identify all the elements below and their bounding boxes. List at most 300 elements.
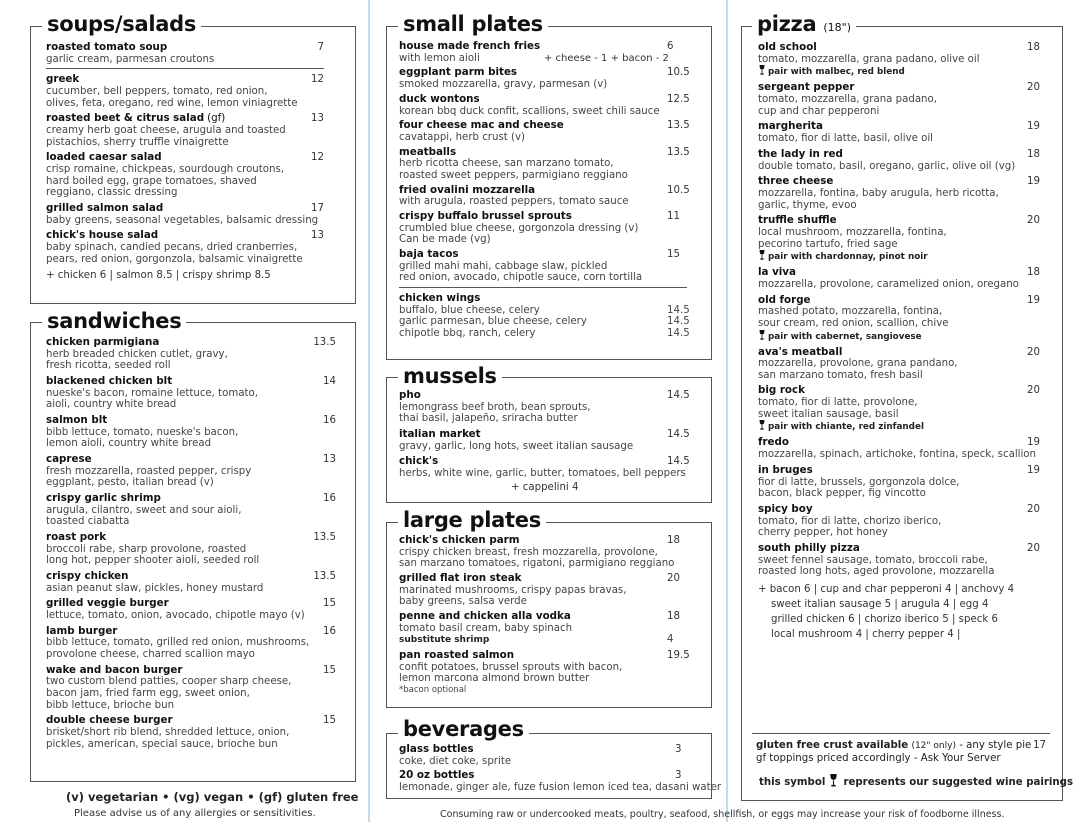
item-price: 16 <box>323 492 336 504</box>
item-description: grilled mahi mahi, cabbage slaw, pickled <box>399 260 608 272</box>
item-description: baby greens, seasonal vegetables, balsamic dressing <box>46 214 319 226</box>
menu-item <box>399 648 690 697</box>
column-divider <box>726 0 728 822</box>
menu-item <box>758 543 1040 578</box>
menu-item <box>758 121 1040 144</box>
menu-item <box>758 347 1040 382</box>
gf-price: 17 <box>1033 740 1046 751</box>
item-description: baby greens, salsa verde <box>399 596 527 608</box>
section-title: mussels <box>398 365 502 387</box>
item-description: bacon jam, fried farm egg, sweet onion, <box>46 688 250 700</box>
item-description: lemon marcona almond brown butter <box>399 673 590 685</box>
item-price: 16 <box>323 625 336 637</box>
item-description: gravy, garlic, long hots, sweet italian sausage <box>399 440 634 452</box>
section-title: large plates <box>398 509 546 531</box>
menu-item <box>758 82 1040 117</box>
pizza-toppings-line: + bacon 6 | cup and char pepperoni 4 | anchovy 4 <box>758 583 1015 595</box>
item-name <box>399 456 687 468</box>
wine-glass-icon <box>758 65 766 75</box>
item-name-text: salmon blt <box>46 413 108 426</box>
menu-item <box>399 66 690 91</box>
menu-item <box>46 493 336 528</box>
menu-item <box>758 295 1040 343</box>
item-name-text: old forge <box>758 293 811 306</box>
item-name-text: pho <box>399 389 421 401</box>
item-price: 12 <box>311 74 324 86</box>
item-name <box>46 715 336 727</box>
item-description: eggplant, pesto, italian bread (v) <box>46 477 214 489</box>
item-name <box>758 42 1040 54</box>
item-name <box>399 650 687 662</box>
item-name <box>758 215 1040 227</box>
menu-item <box>399 389 690 425</box>
item-price: 18 <box>1027 42 1040 53</box>
wine-pairing <box>758 250 1040 263</box>
item-description: mashed potato, mozzarella, fontina, <box>758 306 943 318</box>
item-name <box>46 337 336 349</box>
item-name-text: greek <box>46 73 80 86</box>
item-description: double tomato, basil, oregano, garlic, olive oil (vg) <box>758 160 1016 172</box>
menu-item <box>758 267 1040 290</box>
item-price: 14.5 <box>667 428 690 440</box>
item-name <box>399 429 687 441</box>
salad-addons: + chicken 6 | salmon 8.5 | crispy shrimp 8.5 <box>46 270 271 282</box>
pizza-size: (18") <box>823 21 852 34</box>
item-description: marinated mushrooms, crispy papas bravas, <box>399 584 627 596</box>
item-name <box>758 121 1040 133</box>
menu-item <box>399 92 690 117</box>
dietary-legend: (v) vegetarian • (vg) vegan • (gf) gluten free <box>66 790 359 804</box>
wings-name: chicken wings <box>399 291 481 304</box>
item-description: pecorino tartufo, fried sage <box>758 238 898 250</box>
item-price: 3 <box>675 744 682 755</box>
menu-item <box>758 437 1040 460</box>
foodborne-warning: Consuming raw or undercooked meats, poultry, seafood, shellfish, or eggs may increase your risk of foodborne illness. <box>440 809 1005 820</box>
item-description: pistachios, sherry truffle vinaigrette <box>46 136 229 148</box>
item-name <box>758 437 1040 449</box>
item-description: bacon, black pepper, fig vincotto <box>758 488 926 500</box>
item-name-text: chick's chicken parm <box>399 534 520 546</box>
item-description: roasted sweet peppers, parmigiano reggiano <box>399 169 628 181</box>
pizza-list <box>758 42 1040 642</box>
substitute-row <box>399 634 687 647</box>
item-description: asian peanut slaw, pickles, honey mustard <box>46 582 264 594</box>
item-name <box>758 176 1040 188</box>
menu-item <box>399 427 690 452</box>
gf-toppings-note: gf toppings priced accordingly - Ask Your Server <box>756 753 1001 764</box>
item-description: tomato, mozzarella, grana padano, <box>758 94 937 106</box>
item-price: 7 <box>317 42 324 53</box>
large-plates-list <box>399 534 690 700</box>
addon-options: + cheese - 1 + bacon - 2 <box>544 53 669 64</box>
wings-row <box>399 327 690 340</box>
item-name <box>399 94 687 106</box>
item-name-text: crispy garlic shrimp <box>46 491 161 504</box>
item-description: cup and char pepperoni <box>758 105 880 117</box>
wine-pairing-text: pair with chiante, red zinfandel <box>768 422 924 433</box>
wings-price: 14.5 <box>667 304 690 316</box>
menu-item <box>46 415 336 450</box>
item-name <box>46 415 336 427</box>
item-name-text: glass bottles <box>399 743 474 755</box>
item-description: brisket/short rib blend, shredded lettuce, onion, <box>46 727 290 739</box>
item-description: nueske's bacon, romaine lettuce, tomato, <box>46 387 259 399</box>
menu-item <box>758 176 1040 211</box>
item-description: tomato, fior di latte, chorizo iberico, <box>758 515 942 527</box>
menu-item <box>399 455 690 480</box>
menu-item <box>399 769 722 794</box>
pizza-toppings-line: sweet italian sausage 5 | arugula 4 | egg 4 <box>771 598 989 610</box>
item-name-text: wake and bacon burger <box>46 663 183 676</box>
substitute-label: substitute shrimp <box>399 635 490 646</box>
wings-flavor: garlic parmesan, blue cheese, celery <box>399 316 587 328</box>
item-description: sour cream, red onion, scallion, chive <box>758 317 949 329</box>
menu-item <box>758 385 1040 433</box>
item-price: 18 <box>1027 148 1040 160</box>
menu-item <box>758 149 1040 172</box>
section-title: beverages <box>398 718 529 740</box>
item-name-text: pan roasted salmon <box>399 648 515 661</box>
menu-item <box>399 211 687 246</box>
item-name <box>399 770 687 782</box>
item-name <box>46 454 336 466</box>
menu-item <box>758 215 1040 263</box>
item-name <box>46 665 336 677</box>
item-name <box>758 149 1040 161</box>
item-name <box>46 152 324 164</box>
wings-price: 14.5 <box>667 316 690 328</box>
item-description: broccoli rabe, sharp provolone, roasted <box>46 543 247 555</box>
item-name <box>399 249 687 261</box>
item-description: creamy herb goat cheese, arugula and toasted <box>46 125 286 137</box>
item-name <box>399 573 687 585</box>
item-price: 13.5 <box>313 570 336 582</box>
menu-item <box>46 532 336 567</box>
substitute-price: 4 <box>667 634 674 646</box>
item-name <box>758 504 1040 516</box>
item-description: with arugula, roasted peppers, tomato sauce <box>399 196 629 208</box>
item-description: reggiano, classic dressing <box>46 187 178 199</box>
item-name-text: spicy boy <box>758 502 813 515</box>
item-name <box>46 571 336 583</box>
item-name-text: truffle shuffle <box>758 214 837 227</box>
item-name-text: chick's <box>399 455 439 468</box>
item-description: fior di latte, brussels, gorgonzola dolce, <box>758 476 960 488</box>
column-divider <box>368 0 370 822</box>
item-name-text: grilled salmon salad <box>46 201 164 214</box>
mussels-addon: + cappelini 4 <box>511 481 579 493</box>
item-name <box>758 465 1040 477</box>
item-name-text: big rock <box>758 384 805 397</box>
item-name <box>758 295 1040 307</box>
item-name-text: eggplant parm bites <box>399 66 518 79</box>
item-description: sweet italian sausage, basil <box>758 408 899 420</box>
item-description: hard boiled egg, grape tomatoes, shaved <box>46 175 257 187</box>
item-price: 20 <box>1027 215 1040 227</box>
item-price: 6 <box>667 41 674 52</box>
divider <box>752 733 1050 734</box>
item-name-text: in bruges <box>758 463 813 476</box>
item-price: 13.5 <box>313 337 336 348</box>
item-name <box>399 535 687 547</box>
item-name-text: roasted beet & citrus salad <box>46 112 205 125</box>
item-description: confit potatoes, brussel sprouts with bacon, <box>399 661 623 673</box>
item-description: with lemon aioli <box>399 52 480 64</box>
wine-glass-icon <box>829 774 838 787</box>
item-name <box>46 598 336 610</box>
item-description: lemongrass beef broth, bean sprouts, <box>399 401 591 413</box>
item-name-text: roast pork <box>46 530 107 543</box>
item-name <box>399 611 687 623</box>
item-price: 15 <box>323 598 336 610</box>
item-description: lettuce, tomato, onion, avocado, chipotle mayo (v) <box>46 610 305 622</box>
item-price: 15 <box>323 715 336 727</box>
item-note: *bacon optional <box>399 684 467 695</box>
item-price: 19 <box>1027 176 1040 188</box>
item-name <box>46 230 324 242</box>
item-description: baby spinach, candied pecans, dried cranberries, <box>46 242 298 254</box>
item-name-text: blackened chicken blt <box>46 374 173 387</box>
item-name <box>46 42 324 54</box>
item-description: roasted long hots, aged provolone, mozzarella <box>758 566 995 578</box>
menu-item <box>46 626 336 661</box>
gluten-free-note <box>756 740 1074 788</box>
menu-item <box>758 42 1040 78</box>
menu-item <box>46 337 336 372</box>
menu-item <box>399 744 687 767</box>
menu-item <box>46 715 336 750</box>
item-name-text: 20 oz bottles <box>399 769 475 782</box>
item-price: 20 <box>1027 503 1040 515</box>
divider <box>46 68 324 69</box>
item-price: 20 <box>1027 385 1040 397</box>
wings-price: 14.5 <box>667 327 690 339</box>
item-name-text: penne and chicken alla vodka <box>399 609 571 622</box>
item-price: 14 <box>323 375 336 387</box>
item-description: pears, red onion, gorgonzola, balsamic vinaigrette <box>46 253 303 265</box>
menu-item <box>399 611 687 647</box>
item-name-text: loaded caesar salad <box>46 151 162 164</box>
menu-item <box>758 465 1040 500</box>
item-description: garlic cream, parmesan croutons <box>46 53 215 65</box>
item-price: 19.5 <box>667 649 690 661</box>
gf-size: (12" only) <box>911 741 956 751</box>
section-title: small plates <box>398 13 548 35</box>
item-name-text: chicken parmigiana <box>46 336 160 348</box>
item-description: lemon aioli, country white bread <box>46 438 212 450</box>
wings-flavor: chipotle bbq, ranch, celery <box>399 327 536 339</box>
menu-item <box>46 113 324 148</box>
item-description: bibb lettuce, brioche bun <box>46 699 175 711</box>
item-name <box>758 267 1040 279</box>
wine-pairing-text: pair with cabernet, sangiovese <box>768 331 922 342</box>
menu-item <box>46 152 324 199</box>
item-description: tomato basil cream, baby spinach <box>399 622 573 634</box>
item-description: herb ricotta cheese, san marzano tomato, <box>399 158 614 170</box>
item-name-text: la viva <box>758 266 796 279</box>
symbol-post: represents our suggested wine pairings <box>843 777 1074 788</box>
item-description: thai basil, jalapeño, sriracha butter <box>399 413 578 425</box>
item-name <box>399 147 687 159</box>
menu-item <box>46 598 336 621</box>
item-price: 13.5 <box>667 120 690 132</box>
item-name-text: lamb burger <box>46 624 118 637</box>
item-description: sweet fennel sausage, tomato, broccoli rabe, <box>758 554 988 566</box>
item-description: tomato, mozzarella, grana padano, olive oil <box>758 53 980 65</box>
item-price: 13 <box>311 113 324 125</box>
section-title: sandwiches <box>42 310 186 332</box>
item-description: fresh ricotta, seeded roll <box>46 360 171 372</box>
item-price: 15 <box>667 248 680 260</box>
item-price: 19 <box>1027 294 1040 306</box>
soups-list <box>46 42 324 283</box>
item-price: 12 <box>311 152 324 164</box>
item-description: cherry pepper, hot honey <box>758 527 888 539</box>
item-name-text: three cheese <box>758 175 834 188</box>
wine-symbol-note <box>756 774 1074 788</box>
item-name-text: italian market <box>399 427 481 440</box>
item-price: 13.5 <box>313 531 336 543</box>
item-name-text: caprese <box>46 452 92 465</box>
item-price: 18 <box>1027 267 1040 279</box>
item-name <box>399 390 687 402</box>
item-description: herb breaded chicken cutlet, gravy, <box>46 348 228 360</box>
menu-item <box>46 454 336 489</box>
item-name-text: baja tacos <box>399 247 459 260</box>
item-description: Can be made (vg) <box>399 234 491 246</box>
divider <box>399 287 687 288</box>
item-description: smoked mozzarella, gravy, parmesan (v) <box>399 79 608 91</box>
item-price: 13 <box>311 230 324 242</box>
item-name <box>399 211 687 223</box>
pizza-title: pizza <box>757 12 817 36</box>
small-plates-list <box>399 40 690 339</box>
allergy-note: Please advise us of any allergies or sensitivities. <box>74 808 316 819</box>
item-description: two custom blend patties, cooper sharp cheese, <box>46 676 292 688</box>
menu-item <box>46 230 324 265</box>
item-description: tomato, fior di latte, basil, olive oil <box>758 133 933 145</box>
item-name <box>46 74 324 86</box>
item-name <box>399 120 687 132</box>
item-description: aioli, country white bread <box>46 399 177 411</box>
item-description: toasted ciabatta <box>46 516 130 528</box>
item-name <box>46 493 336 505</box>
item-description: mozzarella, spinach, artichoke, fontina, speck, scallion <box>758 449 1037 461</box>
item-price: 10.5 <box>667 184 690 196</box>
item-name-text: crispy chicken <box>46 569 129 582</box>
menu-item <box>46 376 336 411</box>
pizza-toppings-line: grilled chicken 6 | chorizo iberico 5 | speck 6 <box>771 613 998 625</box>
item-price: 18 <box>667 610 680 622</box>
item-name-text: crispy buffalo brussel sprouts <box>399 209 572 222</box>
wine-pairing <box>758 65 1040 78</box>
menu-item <box>46 203 324 226</box>
wings-row <box>399 304 690 317</box>
item-price: 20 <box>1027 542 1040 554</box>
item-description: fresh mozzarella, roasted pepper, crispy <box>46 465 252 477</box>
item-name <box>758 347 1040 359</box>
item-description: crisp romaine, chickpeas, sourdough croutons, <box>46 164 284 176</box>
item-description: garlic, thyme, evoo <box>758 199 857 211</box>
item-name-text: grilled veggie burger <box>46 597 169 610</box>
item-description: mozzarella, fontina, baby arugula, herb ricotta, <box>758 187 999 199</box>
item-price: 11 <box>667 210 680 222</box>
item-name-text: south philly pizza <box>758 541 860 554</box>
item-description: local mushroom, mozzarella, fontina, <box>758 226 947 238</box>
item-price: 14.5 <box>667 390 690 401</box>
item-name-text: the lady in red <box>758 147 843 160</box>
item-description: cucumber, bell peppers, tomato, red onion, <box>46 86 268 98</box>
wine-glass-icon <box>758 330 766 340</box>
item-description: olives, feta, oregano, red wine, lemon viniagrette <box>46 97 298 109</box>
item-name <box>758 385 1040 397</box>
mussels-list <box>399 389 690 495</box>
gf-rest: - any style pie <box>959 740 1032 751</box>
item-name <box>758 543 1040 555</box>
item-name-text: meatballs <box>399 145 457 158</box>
item-name-text: old school <box>758 41 817 53</box>
item-name <box>46 532 336 544</box>
sandwiches-list <box>46 337 336 754</box>
item-price: 13.5 <box>667 146 690 158</box>
wings-flavor: buffalo, blue cheese, celery <box>399 304 540 316</box>
item-description: mozzarella, provolone, caramelized onion, oregano <box>758 278 1019 290</box>
gf-title: gluten free crust available <box>756 740 909 751</box>
item-price: 16 <box>323 414 336 426</box>
item-name-text: grilled flat iron steak <box>399 571 522 584</box>
item-price: 20 <box>667 572 680 584</box>
item-description: tomato, fior di latte, provolone, <box>758 397 918 409</box>
item-description: arugula, cilantro, sweet and sour aioli, <box>46 504 242 516</box>
menu-item <box>46 665 336 712</box>
item-description: herbs, white wine, garlic, butter, tomatoes, bell peppers <box>399 468 686 480</box>
item-description: crispy chicken breast, fresh mozzarella, provolone, <box>399 546 658 558</box>
wings-row <box>399 316 690 328</box>
item-name-text: chick's house salad <box>46 229 159 242</box>
menu-item <box>758 504 1040 539</box>
item-price: 20 <box>1027 82 1040 94</box>
item-description: crumbled blue cheese, gorgonzola dressing (v) <box>399 222 639 234</box>
item-price: 20 <box>1027 346 1040 358</box>
item-name <box>46 203 324 215</box>
item-name <box>399 41 687 53</box>
item-name-text: sergeant pepper <box>758 81 855 94</box>
item-price: 10.5 <box>667 67 690 79</box>
diet-tag: (gf) <box>207 112 226 125</box>
item-name <box>46 376 336 388</box>
pizza-toppings-line: local mushroom 4 | cherry pepper 4 | <box>771 628 961 640</box>
item-description: bibb lettuce, tomato, grilled red onion, mushrooms, <box>46 637 310 649</box>
menu-item <box>399 183 690 208</box>
item-description: red onion, avocado, chipotle sauce, corn tortilla <box>399 272 643 284</box>
item-name <box>399 67 687 79</box>
item-description: pickles, american, special sauce, brioche bun <box>46 738 278 750</box>
menu-item <box>399 145 690 182</box>
item-price: 13 <box>323 453 336 465</box>
menu-item <box>399 249 687 284</box>
wine-pairing-text: pair with malbec, red blend <box>768 67 905 78</box>
item-name-text: duck wontons <box>399 92 480 105</box>
item-price: 19 <box>1027 437 1040 449</box>
item-description: san marzano tomatoes, rigatoni, parmigiano reggiano <box>399 558 675 570</box>
item-description: coke, diet coke, sprite <box>399 755 512 767</box>
item-name-text: double cheese burger <box>46 714 173 727</box>
item-description: cavatappi, herb crust (v) <box>399 131 525 143</box>
item-description: long hot, pepper shooter aioli, seeded roll <box>46 555 260 567</box>
item-price: 19 <box>1027 121 1040 133</box>
wine-glass-icon <box>758 250 766 260</box>
item-description: mozzarella, provolone, grana pandano, <box>758 358 958 370</box>
